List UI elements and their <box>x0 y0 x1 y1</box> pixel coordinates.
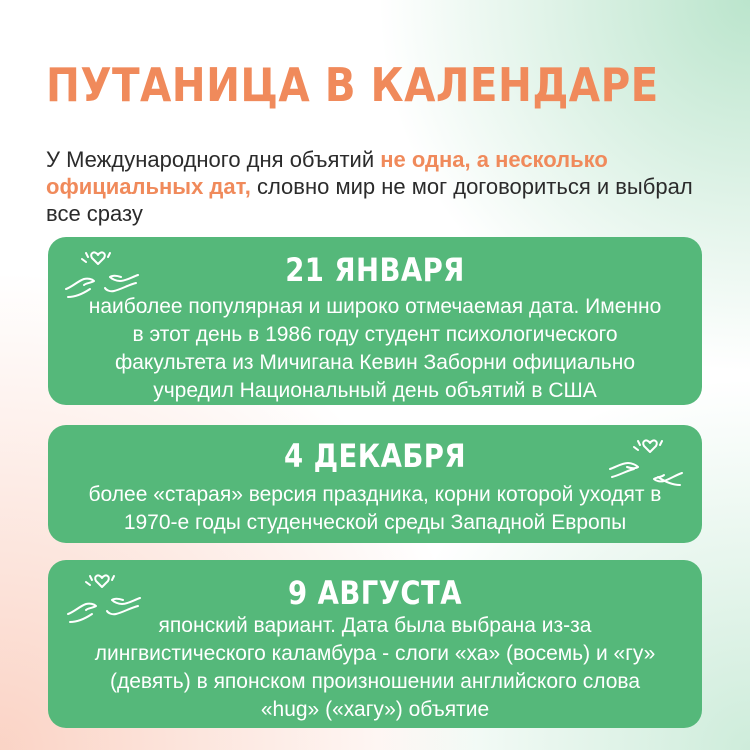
card-text: наиболее популярная и широко отмечаемая дата. Именно в этот день в 1986 году студент психологического факультета из Мичигана Кевин Заборни официально учредил Национальный день объятий в США <box>88 295 662 402</box>
intro-text-end: словно мир не мог договориться и выбрал все сразу <box>46 174 693 226</box>
intro-highlight: не одна, а несколько официальных дат, <box>46 147 608 199</box>
date-card-december <box>48 425 702 543</box>
card-title: 9 АВГУСТА <box>288 574 462 612</box>
card-text: более «старая» версия праздника, корни которой уходят в 1970-е годы студенческой среды Западной Европы <box>88 483 662 534</box>
card-title: 4 ДЕКАБРЯ <box>283 437 467 475</box>
date-card-august <box>48 560 702 728</box>
card-text: японский вариант. Дата была выбрана из-за лингвистического каламбура - слоги «ха» (восемь) и «гу» (девять) в японском произношении английского слова «hug» («хагу») объятие <box>94 614 656 721</box>
page-title: ПУТАНИЦА В КАЛЕНДАРЕ <box>46 58 659 112</box>
date-card-january <box>48 237 702 405</box>
card-title: 21 ЯНВАРЯ <box>285 251 465 289</box>
intro-text-start: У Международного дня объятий <box>46 147 381 172</box>
intro-paragraph <box>46 146 696 227</box>
